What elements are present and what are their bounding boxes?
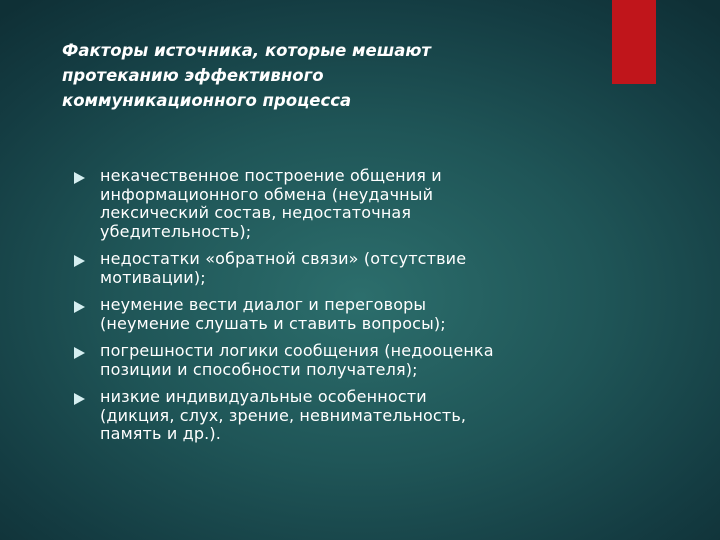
list-item [74,342,614,379]
list-item [74,250,614,287]
triangle-bullet-icon [74,255,85,267]
triangle-bullet-icon [74,347,85,359]
bullet-text: низкие индивидуальные особенности (дикция, слух, зрение, невнимательность, память и др.). [100,387,467,443]
bullet-text: некачественное построение общения и информационного обмена (неудачный лексический состав, недостаточная убедительность); [100,166,442,241]
list-item [74,388,614,444]
slide-title: Факторы источника, которые мешают протеканию эффективного коммуникационного процесса [62,41,431,110]
triangle-bullet-icon [74,172,85,184]
list-item [74,296,614,333]
bullet-list [74,167,614,453]
red-accent-tab [612,0,656,84]
triangle-bullet-icon [74,393,85,405]
triangle-bullet-icon [74,301,85,313]
bullet-text: погрешности логики сообщения (недооценка позиции и способности получателя); [100,341,494,379]
bullet-text: неумение вести диалог и переговоры (неумение слушать и ставить вопросы); [100,295,446,333]
bullet-text: недостатки «обратной связи» (отсутствие мотивации); [100,249,467,287]
list-item [74,167,614,241]
